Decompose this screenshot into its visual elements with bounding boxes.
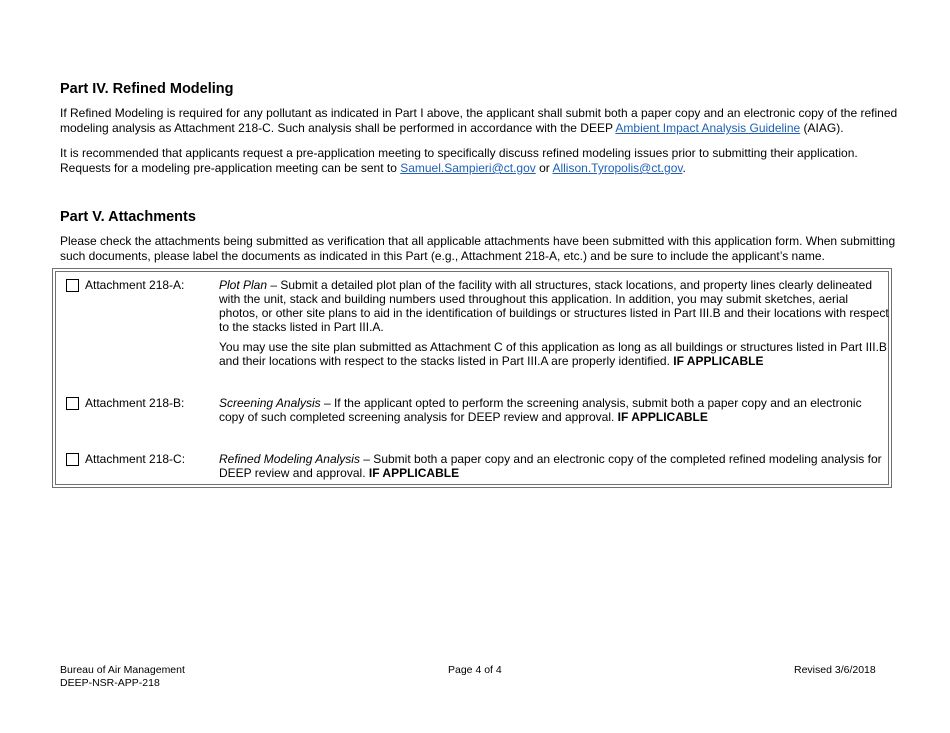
attachment-218c-flag: IF APPLICABLE [368, 466, 460, 480]
part4-p2-text-a: It is recommended that applicants request a pre-application meeting to specifically discuss refined modeling issues prior to submitting their application. Requests for a modeling pre-application meeting can be sent to [60, 146, 858, 175]
attachment-218b-description [219, 396, 889, 424]
sampieri-email-link[interactable]: Samuel.Sampieri@ct.gov [400, 161, 536, 175]
attachment-218c-checkbox[interactable] [66, 453, 79, 466]
attachment-218a-desc: – Submit a detailed plot plan of the facility with all structures, stack locations, and property lines clearly delineated with the unit, stack and building numbers used throughout this application. In addition, you may submit sketches, aerial photos, or other site plans to aid in the identification of buildings or structures listed in Part III.B and their locations with respect to the stacks listed in Part III.A. [219, 278, 889, 334]
part4-p2-text-c: . [682, 161, 686, 175]
footer-page-number: Page 4 of 4 [448, 664, 502, 676]
attachment-218a-description-2 [219, 340, 889, 368]
part4-paragraph-2 [60, 146, 910, 176]
tyropolis-email-link[interactable]: Allison.Tyropolis@ct.gov [552, 161, 683, 175]
footer-revised-date: Revised 3/6/2018 [794, 664, 876, 676]
part4-p2-text-b: or [535, 161, 553, 175]
part5-heading: Part V. Attachments [60, 209, 196, 225]
aiag-link[interactable]: Ambient Impact Analysis Guideline [615, 121, 801, 135]
attachment-218b-checkbox[interactable] [66, 397, 79, 410]
part5-intro: Please check the attachments being submitted as verification that all applicable attachments have been submitted with this application form. When submitting such documents, please label the documents as indicated in this Part (e.g., Attachment 218-A, etc.) and be sure to include the applicant’s name. [60, 234, 896, 263]
attachment-218b-label: Attachment 218-B: [85, 396, 185, 410]
footer-form-id: DEEP-NSR-APP-218 [60, 677, 160, 689]
attachment-218a-label: Attachment 218-A: [85, 278, 185, 292]
part4-p1-text-a: If Refined Modeling is required for any pollutant as indicated in Part I above, the applicant shall submit both a paper copy and an electronic copy of the refined modeling analysis as Attachment 218-C. Such analysis shall be performed in accordance with the DEEP [60, 106, 898, 135]
attachment-218a-desc2: You may use the site plan submitted as Attachment C of this application as long as all buildings or structures listed in Part III.B and their locations with respect to the stacks listed in Part III.A are properly identified. [219, 340, 887, 368]
part4-paragraph-1 [60, 106, 910, 136]
attachment-218c-desc: – Submit both a paper copy and an electronic copy of the completed refined modeling analysis for DEEP review and approval. [219, 452, 882, 480]
footer-bureau: Bureau of Air Management [60, 664, 185, 676]
attachment-218b-desc: – If the applicant opted to perform the screening analysis, submit both a paper copy and an electronic copy of such completed screening analysis for DEEP review and approval. [219, 396, 862, 424]
footer-left [60, 664, 185, 690]
attachment-218c-description [219, 452, 889, 480]
part4-heading: Part IV. Refined Modeling [60, 81, 234, 97]
attachment-218a-description [219, 278, 889, 334]
attachment-218b-title: Screening Analysis [219, 396, 321, 410]
attachment-218b-flag: IF APPLICABLE [617, 410, 708, 424]
attachment-218a-title: Plot Plan [219, 278, 268, 292]
attachment-218a-flag: IF APPLICABLE [673, 354, 764, 368]
attachment-218c-title: Refined Modeling Analysis [219, 452, 360, 466]
attachment-218a-checkbox[interactable] [66, 279, 79, 292]
part4-p1-text-b: (AIAG). [800, 121, 844, 135]
attachment-218c-label: Attachment 218-C: [85, 452, 186, 466]
